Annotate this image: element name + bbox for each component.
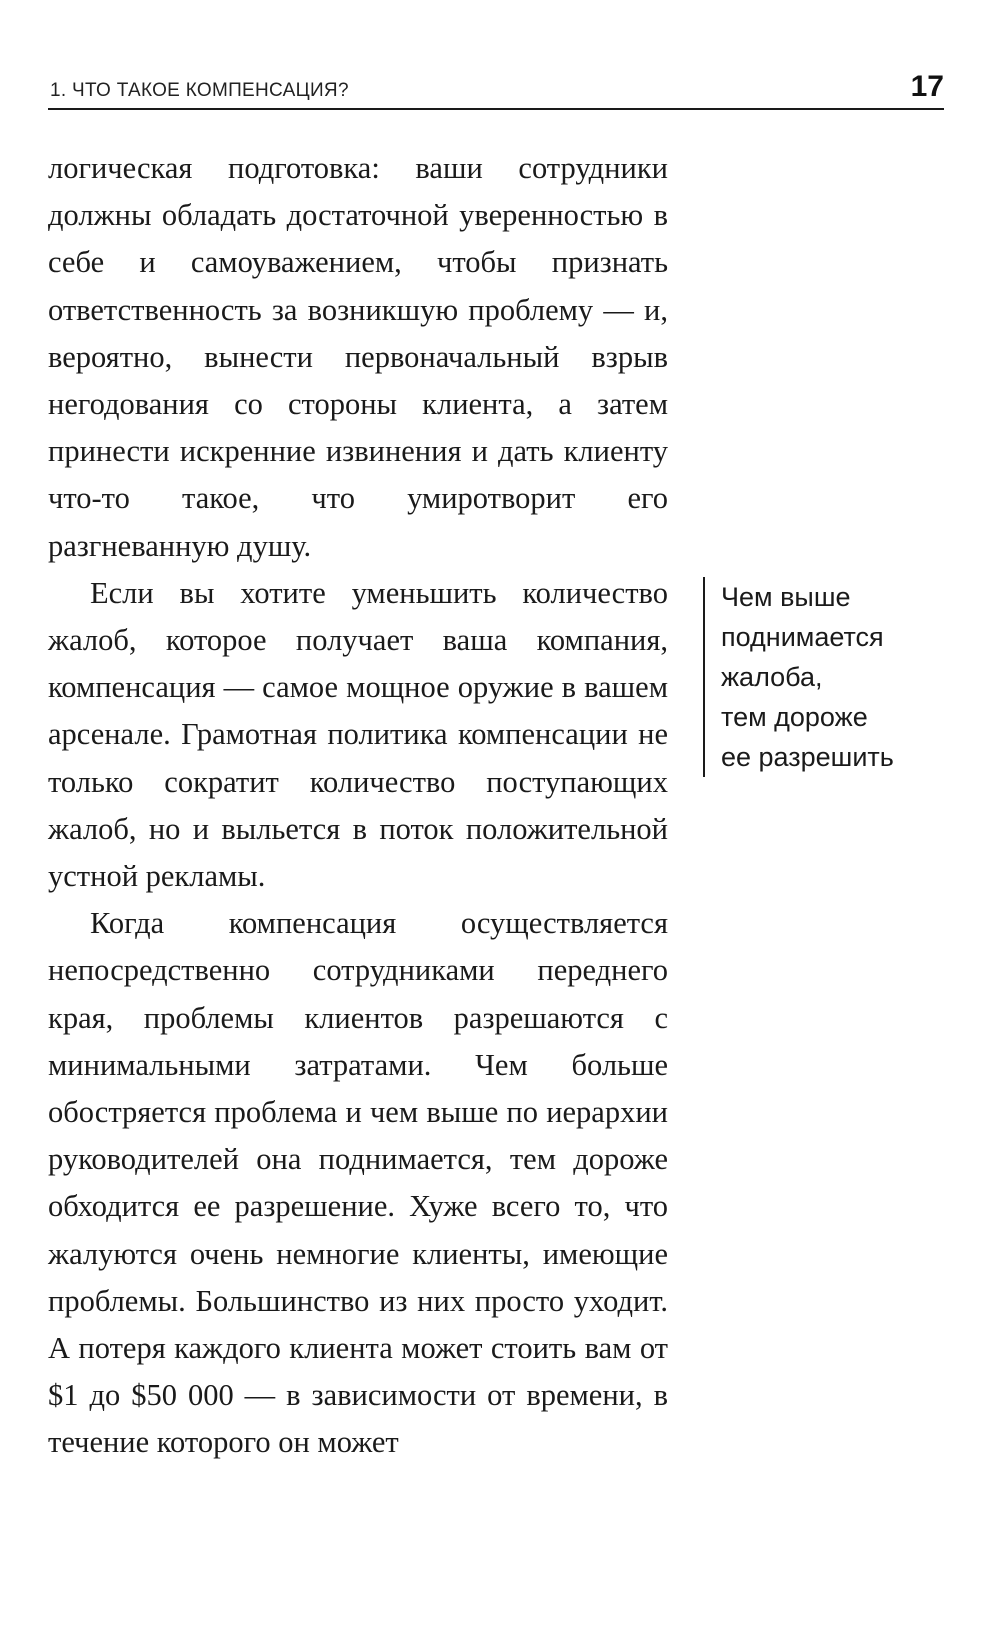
page-number: 17	[910, 70, 944, 103]
paragraph-continuation: логическая подготовка: ваши сотрудники должны обладать достаточной уверенностью в себе и самоуважением, чтобы признать ответственность за возникшую проблему — и, вероятно, вынести первоначальный взрыв негодования со стороны клиента, а затем принести искренние извинения и дать клиенту что-то такое, что умиротворит его разгневанную душу.	[48, 151, 668, 563]
running-header	[48, 70, 944, 110]
margin-note-line: поднимается	[721, 622, 884, 652]
margin-note-line: Чем выше	[721, 582, 851, 612]
paragraph-frontline: Когда компенсация осуществляется непосредственно сотрудниками переднего края, проблемы клиентов разрешаются с минимальными затратами. Чем больше обостряется проблема и чем выше по иерархии руководителей она поднимается, тем дороже обходится ее разрешение. Хуже всего то, что жалуются очень немногие клиенты, имеющие проблемы. Большинство из них просто уходит. А потеря каждого клиента может стоить вам от $1 до $50 000 — в зависимости от времени, в течение которого он может	[48, 906, 668, 1460]
running-title: 1. ЧТО ТАКОЕ КОМПЕНСАЦИЯ?	[50, 80, 349, 101]
paragraph-complaints: Если вы хотите уменьшить количество жалоб, которое получает ваша компания, компенсация — самое мощное оружие в вашем арсенале. Грамотная политика компенсации не только сократит количество поступающих жалоб, но и выльется в поток положительной устной рекламы.	[48, 575, 668, 894]
margin-note	[703, 577, 961, 777]
margin-note-line: тем дороже	[721, 702, 868, 732]
margin-note-line: ее разрешить	[721, 742, 894, 772]
body-text	[48, 145, 668, 1467]
margin-note-line: жалоба,	[721, 662, 823, 692]
